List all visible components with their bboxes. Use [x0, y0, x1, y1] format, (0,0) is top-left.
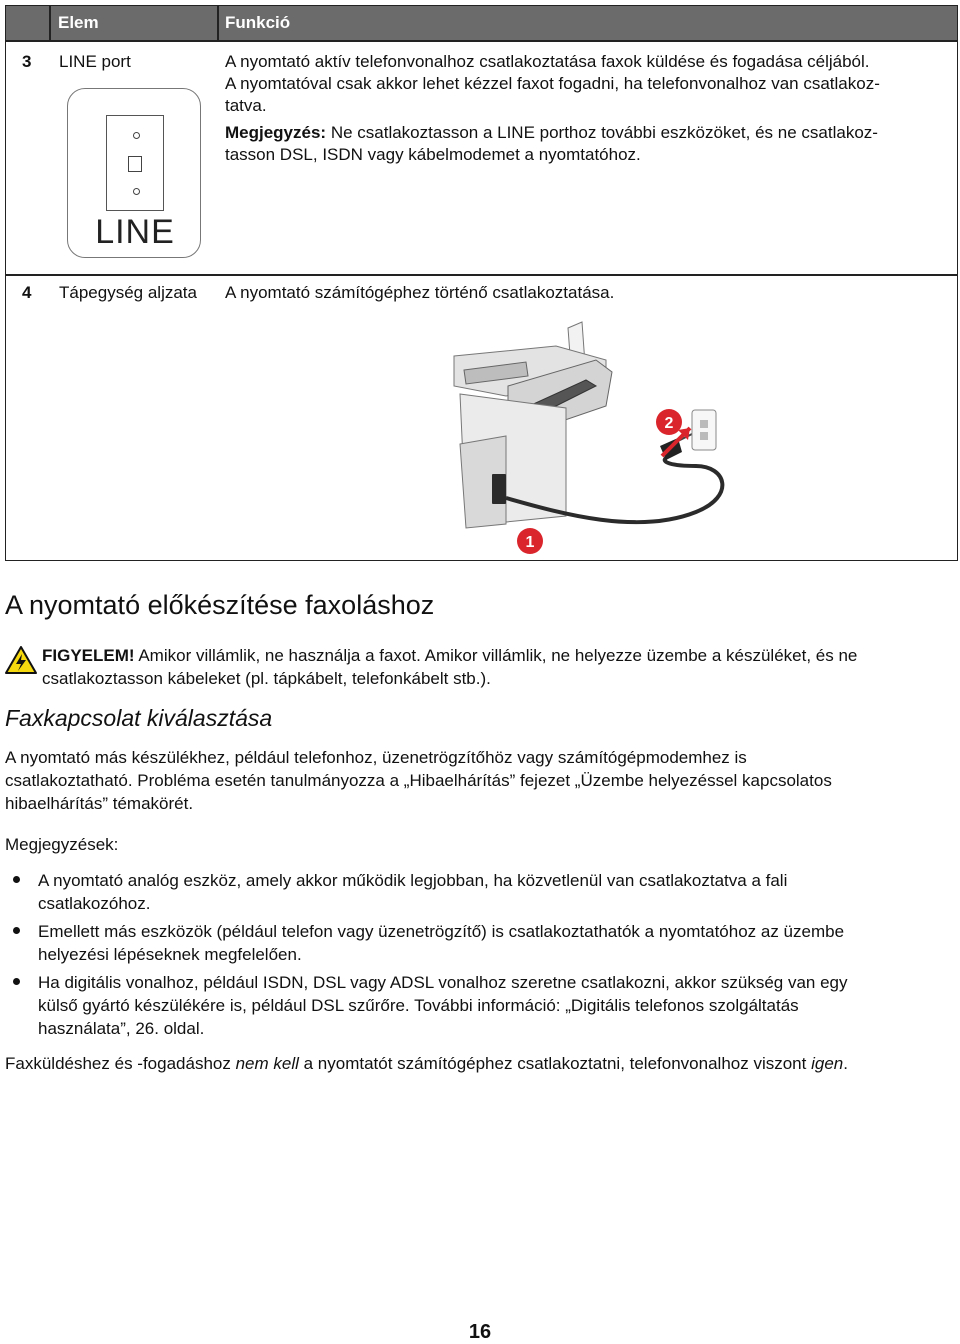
- intro-line: csatlakoztatható. Probléma esetén tanulmányozza a „Hibaelhárítás” fejezet „Üzembe helyezéssel kapcsolatos: [5, 771, 832, 790]
- phone-jack-icon: [128, 156, 142, 172]
- row-element-name: LINE port: [59, 52, 131, 71]
- intro-paragraph: [5, 746, 945, 815]
- list-item-line: Emellett más eszközök (például telefon vagy üzenetrögzítő) is csatlakoztathatók a nyomtatóhoz az üzembe: [38, 922, 845, 941]
- note-text: Ne csatlakoztasson a LINE porthoz további eszközöket, és ne csatlakoz-: [326, 123, 878, 142]
- row-rule: [6, 274, 957, 276]
- intro-line: hibaelhárítás” témakörét.: [5, 794, 194, 813]
- power-outlet-icon: [692, 410, 716, 450]
- note-text: tasson DSL, ISDN vagy kábelmodemet a nyomtatóhoz.: [225, 145, 641, 164]
- list-item: [38, 869, 953, 915]
- description-line: tatva.: [225, 96, 267, 115]
- header-divider-1: [49, 6, 51, 40]
- list-item-line: használata”, 26. oldal.: [38, 1019, 205, 1038]
- notes-heading: Megjegyzések:: [5, 835, 119, 854]
- list-item-line: A nyomtató analóg eszköz, amely akkor működik legjobban, ha közvetlenül van csatlakoztatva a fali: [38, 871, 788, 890]
- closing-text: a nyomtatót számítógéphez csatlakoztatni, telefonvonalhoz viszont: [298, 1054, 812, 1073]
- header-funkcio: Funkció: [225, 13, 291, 32]
- row-description: [225, 51, 955, 166]
- line-label: LINE: [95, 213, 175, 251]
- closing-emphasis: nem kell: [235, 1054, 299, 1073]
- bullet-icon: [13, 927, 20, 934]
- closing-emphasis: igen: [811, 1054, 844, 1073]
- list-item-line: helyezési lépéseknek megfelelően.: [38, 945, 302, 964]
- page-number: 16: [468, 1321, 492, 1343]
- description-line: A nyomtatóval csak akkor lehet kézzel faxot fogadni, ha telefonvonalhoz van csatlakoz-: [225, 74, 880, 93]
- list-item-line: csatlakozóhoz.: [38, 894, 151, 913]
- bullet-icon: [13, 978, 20, 985]
- bullet-icon: [13, 876, 20, 883]
- closing-text: Faxküldéshez és -fogadáshoz: [5, 1054, 236, 1073]
- line-port-icon: [67, 88, 201, 258]
- list-item: [38, 971, 953, 1040]
- warning-line: csatlakoztasson kábeleket (pl. tápkábelt, telefonkábelt stb.).: [42, 669, 491, 688]
- list-item-line: külső gyártó készülékére is, például DSL szűrőre. További információ: „Digitális telefonos szolgáltatás: [38, 996, 799, 1015]
- note-label: Megjegyzés:: [225, 123, 327, 142]
- printer-illustration: [446, 316, 746, 556]
- closing-text: .: [843, 1054, 848, 1073]
- header-elem: Elem: [58, 13, 99, 32]
- screw-icon: [133, 188, 140, 195]
- section-title: A nyomtató előkészítése faxoláshoz: [5, 590, 435, 620]
- warning-triangle-icon: [4, 645, 38, 675]
- warning-text: [42, 644, 957, 690]
- warning-line: [42, 644, 957, 667]
- callout-2-label: 2: [664, 415, 674, 432]
- callout-1-label: 1: [525, 534, 535, 551]
- warning-body: Amikor villámlik, ne használja a faxot. Amikor villámlik, ne helyezze üzembe a készüléket, és ne: [134, 646, 858, 665]
- row-description: A nyomtató számítógéphez történő csatlakoztatása.: [225, 283, 615, 302]
- intro-line: A nyomtató más készülékhez, például telefonhoz, üzenetrögzítőhöz vagy számítógépmodemhez is: [5, 748, 747, 767]
- warning-label: FIGYELEM!: [42, 646, 135, 665]
- closing-paragraph: [5, 1052, 945, 1075]
- note-line: [225, 122, 955, 144]
- header-rule: [6, 40, 957, 42]
- screw-icon: [133, 132, 140, 139]
- row-element-name: Tápegység aljzata: [59, 283, 197, 302]
- row-number: 3: [22, 52, 32, 71]
- list-item: [38, 920, 953, 966]
- description-line: A nyomtató aktív telefonvonalhoz csatlakoztatása faxok küldése és fogadása céljából.: [225, 52, 870, 71]
- function-table: [5, 5, 958, 561]
- subsection-title: Faxkapcsolat kiválasztása: [5, 705, 273, 731]
- wall-plate: [106, 115, 164, 211]
- header-divider-2: [217, 6, 219, 40]
- table-header: [6, 6, 957, 40]
- list-item-line: Ha digitális vonalhoz, például ISDN, DSL vagy ADSL vonalhoz szeretne csatlakozni, akkor szükség van egy: [38, 973, 848, 992]
- row-number: 4: [22, 283, 32, 302]
